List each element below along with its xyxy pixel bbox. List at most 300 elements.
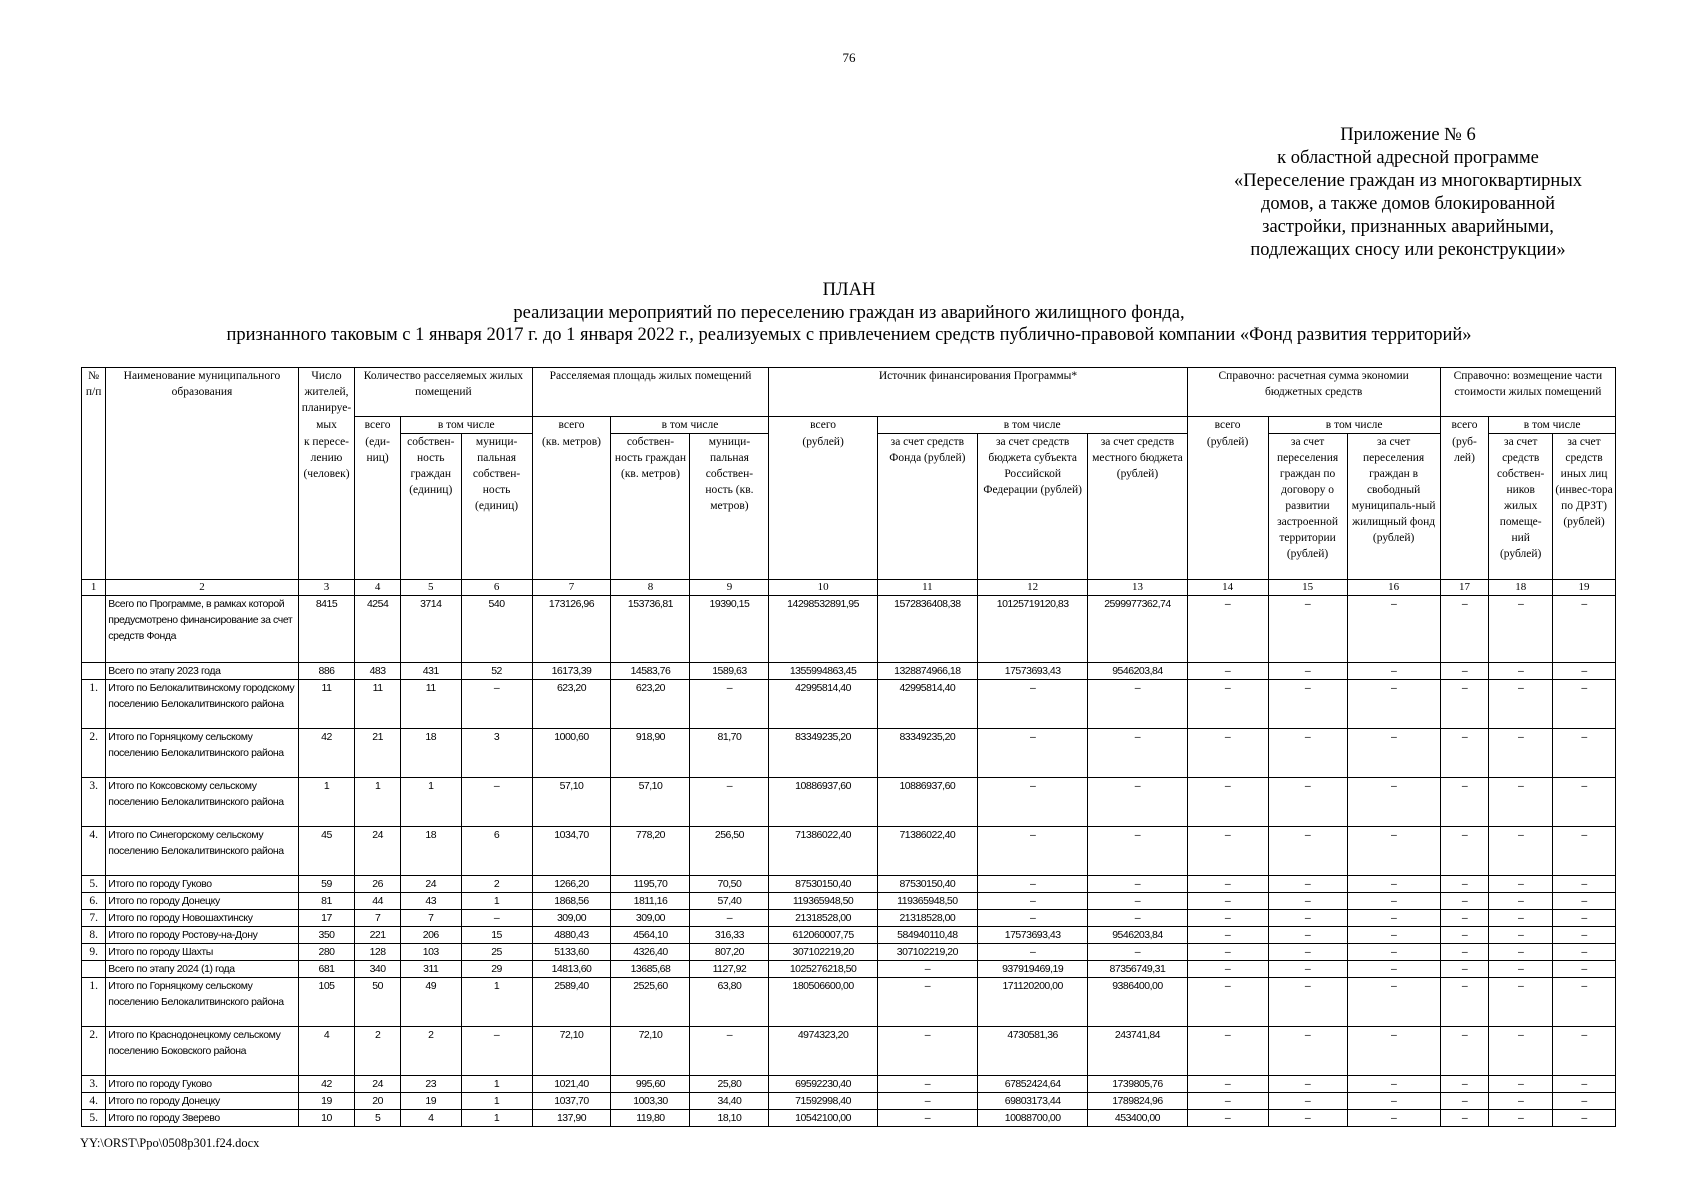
- value-cell: 1739805,76: [1088, 1076, 1187, 1093]
- value-cell: 1003,30: [611, 1093, 690, 1110]
- value-cell: –: [877, 1076, 977, 1093]
- value-cell: –: [690, 778, 769, 827]
- value-cell: 71386022,40: [769, 827, 877, 876]
- value-cell: 340: [355, 961, 401, 978]
- col-header-count: Количество расселяемых жилых помещений: [355, 368, 532, 417]
- value-cell: 23: [400, 1076, 461, 1093]
- value-cell: –: [1553, 1076, 1616, 1093]
- appendix-line: домов, а также домов блокированной: [1260, 194, 1556, 214]
- value-cell: 778,20: [611, 827, 690, 876]
- value-cell: –: [1347, 1093, 1440, 1110]
- col-header-total: всего: [769, 417, 877, 434]
- row-index-cell: 3.: [82, 778, 106, 827]
- value-cell: 69803173,44: [977, 1093, 1087, 1110]
- value-cell: 9546203,84: [1088, 663, 1187, 680]
- value-cell: 11: [400, 680, 461, 729]
- value-cell: –: [1440, 944, 1489, 961]
- value-cell: 886: [298, 663, 355, 680]
- value-cell: –: [1440, 1110, 1489, 1127]
- table-row: [82, 961, 1616, 978]
- value-cell: 350: [298, 927, 355, 944]
- value-cell: –: [1268, 893, 1347, 910]
- value-cell: –: [1553, 596, 1616, 663]
- value-cell: 483: [355, 663, 401, 680]
- value-cell: 316,33: [690, 927, 769, 944]
- value-cell: 69592230,40: [769, 1076, 877, 1093]
- value-cell: –: [1088, 778, 1187, 827]
- value-cell: 612060007,75: [769, 927, 877, 944]
- value-cell: 7: [355, 910, 401, 927]
- value-cell: 70,50: [690, 876, 769, 893]
- value-cell: 45: [298, 827, 355, 876]
- value-cell: –: [1553, 876, 1616, 893]
- value-cell: 10886937,60: [769, 778, 877, 827]
- value-cell: –: [877, 1093, 977, 1110]
- municipality-name-cell: Итого по городу Новошахтинску: [106, 910, 298, 927]
- column-number-cell: 5: [400, 580, 461, 596]
- value-cell: –: [1187, 1093, 1268, 1110]
- value-cell: –: [1347, 1076, 1440, 1093]
- table-row: [82, 978, 1616, 1027]
- value-cell: –: [1489, 596, 1553, 663]
- value-cell: –: [690, 1027, 769, 1076]
- value-cell: –: [1553, 1093, 1616, 1110]
- value-cell: –: [1088, 680, 1187, 729]
- value-cell: 2589,40: [532, 978, 611, 1027]
- value-cell: 20: [355, 1093, 401, 1110]
- col-header-finance: Источник финансирования Программы*: [769, 368, 1187, 417]
- value-cell: 5133,60: [532, 944, 611, 961]
- value-cell: 431: [400, 663, 461, 680]
- plan-subtitle-line-1: реализации мероприятий по переселению граждан из аварийного жилищного фонда,: [513, 303, 1185, 323]
- value-cell: 2: [355, 1027, 401, 1076]
- value-cell: 50: [355, 978, 401, 1027]
- value-cell: 57,40: [690, 893, 769, 910]
- value-cell: 4880,43: [532, 927, 611, 944]
- col-header-c18: за счет средств собствен-ников жилых помеще-ний (рублей): [1489, 434, 1553, 580]
- value-cell: 119365948,50: [769, 893, 877, 910]
- value-cell: 119365948,50: [877, 893, 977, 910]
- value-cell: –: [877, 961, 977, 978]
- value-cell: 180506600,00: [769, 978, 877, 1027]
- column-number-cell: 4: [355, 580, 401, 596]
- value-cell: –: [1347, 893, 1440, 910]
- table-row: [82, 778, 1616, 827]
- col-header-incl: в том числе: [1268, 417, 1440, 434]
- appendix-line: Приложение № 6: [1340, 125, 1476, 145]
- value-cell: –: [1489, 778, 1553, 827]
- col-header-c15: за счет переселения граждан по договору о развитии застроенной территории (рублей): [1268, 434, 1347, 580]
- value-cell: 43: [400, 893, 461, 910]
- col-header-c5: собствен-ность граждан (единиц): [400, 434, 461, 580]
- value-cell: –: [1440, 729, 1489, 778]
- value-cell: 26: [355, 876, 401, 893]
- value-cell: –: [1187, 961, 1268, 978]
- value-cell: 10088700,00: [977, 1110, 1087, 1127]
- value-cell: 103: [400, 944, 461, 961]
- row-index-cell: [82, 961, 106, 978]
- row-index-cell: 6.: [82, 893, 106, 910]
- value-cell: 7: [400, 910, 461, 927]
- value-cell: –: [1187, 893, 1268, 910]
- col-header-residents-mid: мых: [298, 417, 355, 434]
- value-cell: –: [1489, 1093, 1553, 1110]
- value-cell: 10: [298, 1110, 355, 1127]
- col-header-total: всего: [355, 417, 401, 434]
- value-cell: 311: [400, 961, 461, 978]
- col-header-total: всего: [1187, 417, 1268, 434]
- value-cell: –: [977, 680, 1087, 729]
- value-cell: 1127,92: [690, 961, 769, 978]
- row-index-cell: [82, 663, 106, 680]
- value-cell: –: [1268, 910, 1347, 927]
- value-cell: –: [461, 778, 532, 827]
- value-cell: –: [1489, 663, 1553, 680]
- column-number-cell: 7: [532, 580, 611, 596]
- municipality-name-cell: Итого по Горняцкому сельскому поселению Белокалитвинского района: [106, 729, 298, 778]
- value-cell: –: [1553, 910, 1616, 927]
- value-cell: 1: [298, 778, 355, 827]
- value-cell: 4730581,36: [977, 1027, 1087, 1076]
- col-header-area: Расселяемая площадь жилых помещений: [532, 368, 769, 417]
- value-cell: 584940110,48: [877, 927, 977, 944]
- value-cell: –: [1347, 778, 1440, 827]
- header-row-2: [82, 417, 1616, 434]
- value-cell: 24: [355, 827, 401, 876]
- value-cell: 1572836408,38: [877, 596, 977, 663]
- value-cell: 6: [461, 827, 532, 876]
- value-cell: 87530150,40: [769, 876, 877, 893]
- value-cell: 1025276218,50: [769, 961, 877, 978]
- value-cell: 34,40: [690, 1093, 769, 1110]
- value-cell: 4: [400, 1110, 461, 1127]
- value-cell: 18,10: [690, 1110, 769, 1127]
- value-cell: 2525,60: [611, 978, 690, 1027]
- column-number-cell: 14: [1187, 580, 1268, 596]
- value-cell: –: [977, 944, 1087, 961]
- value-cell: 623,20: [611, 680, 690, 729]
- value-cell: 153736,81: [611, 596, 690, 663]
- row-index-cell: 1.: [82, 680, 106, 729]
- table-row: [82, 827, 1616, 876]
- value-cell: 105: [298, 978, 355, 1027]
- value-cell: –: [1088, 944, 1187, 961]
- value-cell: 15: [461, 927, 532, 944]
- value-cell: 623,20: [532, 680, 611, 729]
- value-cell: –: [877, 978, 977, 1027]
- value-cell: –: [1440, 680, 1489, 729]
- value-cell: –: [1489, 961, 1553, 978]
- value-cell: 14813,60: [532, 961, 611, 978]
- value-cell: 25: [461, 944, 532, 961]
- column-number-cell: 2: [106, 580, 298, 596]
- value-cell: –: [1553, 961, 1616, 978]
- value-cell: –: [1553, 827, 1616, 876]
- value-cell: 87530150,40: [877, 876, 977, 893]
- value-cell: –: [1347, 1110, 1440, 1127]
- value-cell: –: [1187, 978, 1268, 1027]
- value-cell: 81: [298, 893, 355, 910]
- value-cell: 49: [400, 978, 461, 1027]
- value-cell: –: [1489, 1027, 1553, 1076]
- col-header-c7: (кв. метров): [532, 434, 611, 580]
- value-cell: –: [1268, 596, 1347, 663]
- value-cell: –: [877, 1110, 977, 1127]
- value-cell: –: [1553, 729, 1616, 778]
- value-cell: 1021,40: [532, 1076, 611, 1093]
- column-number-cell: 16: [1347, 580, 1440, 596]
- value-cell: 19: [400, 1093, 461, 1110]
- value-cell: 1: [355, 778, 401, 827]
- column-number-cell: 13: [1088, 580, 1187, 596]
- row-index-cell: 3.: [82, 1076, 106, 1093]
- value-cell: 18: [400, 827, 461, 876]
- value-cell: 307102219,20: [769, 944, 877, 961]
- value-cell: –: [1187, 1110, 1268, 1127]
- value-cell: 9386400,00: [1088, 978, 1187, 1027]
- value-cell: –: [1347, 927, 1440, 944]
- value-cell: –: [1187, 729, 1268, 778]
- column-number-cell: 8: [611, 580, 690, 596]
- value-cell: 540: [461, 596, 532, 663]
- value-cell: 256,50: [690, 827, 769, 876]
- row-index-cell: 7.: [82, 910, 106, 927]
- value-cell: –: [1268, 927, 1347, 944]
- municipality-name-cell: Итого по Краснодонецкому сельскому поселению Боковского района: [106, 1027, 298, 1076]
- column-number-cell: 17: [1440, 580, 1489, 596]
- municipality-name-cell: Итого по Белокалитвинскому городскому поселению Белокалитвинского района: [106, 680, 298, 729]
- value-cell: 14298532891,95: [769, 596, 877, 663]
- table-row: [82, 680, 1616, 729]
- value-cell: –: [1347, 944, 1440, 961]
- value-cell: 19: [298, 1093, 355, 1110]
- municipality-name-cell: Всего по Программе, в рамках которой предусмотрено финансирование за счет средств Фонда: [106, 596, 298, 663]
- value-cell: 10886937,60: [877, 778, 977, 827]
- value-cell: –: [690, 680, 769, 729]
- value-cell: –: [1088, 876, 1187, 893]
- col-header-c16: за счет переселения граждан в свободный муниципаль-ный жилищный фонд (рублей): [1347, 434, 1440, 580]
- appendix-block: [1198, 124, 1618, 262]
- value-cell: –: [1489, 910, 1553, 927]
- col-header-incl: в том числе: [877, 417, 1187, 434]
- table-row: [82, 893, 1616, 910]
- value-cell: 1: [461, 1110, 532, 1127]
- value-cell: –: [1489, 927, 1553, 944]
- value-cell: 10542100,00: [769, 1110, 877, 1127]
- value-cell: 1: [400, 778, 461, 827]
- column-number-cell: 12: [977, 580, 1087, 596]
- value-cell: 42995814,40: [769, 680, 877, 729]
- value-cell: –: [1440, 1076, 1489, 1093]
- plan-title: ПЛАН: [822, 280, 876, 300]
- footer-file-path: YY:\ORST\Ppo\0508p301.f24.docx: [80, 1136, 260, 1150]
- value-cell: 14583,76: [611, 663, 690, 680]
- value-cell: 63,80: [690, 978, 769, 1027]
- column-number-cell: 15: [1268, 580, 1347, 596]
- value-cell: –: [1187, 680, 1268, 729]
- value-cell: 2: [400, 1027, 461, 1076]
- value-cell: –: [1347, 729, 1440, 778]
- value-cell: –: [1553, 1027, 1616, 1076]
- value-cell: 206: [400, 927, 461, 944]
- col-header-total: всего: [1440, 417, 1489, 434]
- value-cell: 8415: [298, 596, 355, 663]
- value-cell: –: [1440, 596, 1489, 663]
- value-cell: 1589,63: [690, 663, 769, 680]
- value-cell: –: [977, 827, 1087, 876]
- column-number-cell: 10: [769, 580, 877, 596]
- value-cell: –: [1088, 827, 1187, 876]
- value-cell: 9546203,84: [1088, 927, 1187, 944]
- value-cell: –: [1489, 978, 1553, 1027]
- value-cell: –: [1553, 778, 1616, 827]
- value-cell: 1: [461, 893, 532, 910]
- col-header-c14: (рублей): [1187, 434, 1268, 580]
- col-header-num: № п/п: [82, 368, 106, 580]
- value-cell: 71592998,40: [769, 1093, 877, 1110]
- value-cell: –: [977, 893, 1087, 910]
- value-cell: 128: [355, 944, 401, 961]
- column-number-cell: 18: [1489, 580, 1553, 596]
- appendix-line: «Переселение граждан из многоквартирных: [1233, 171, 1583, 191]
- value-cell: 173126,96: [532, 596, 611, 663]
- value-cell: 11: [355, 680, 401, 729]
- value-cell: 44: [355, 893, 401, 910]
- column-number-cell: 3: [298, 580, 355, 596]
- value-cell: 71386022,40: [877, 827, 977, 876]
- table-row: [82, 1027, 1616, 1076]
- table-row: [82, 663, 1616, 680]
- value-cell: –: [1489, 1110, 1553, 1127]
- value-cell: 57,10: [611, 778, 690, 827]
- value-cell: 681: [298, 961, 355, 978]
- row-index-cell: 2.: [82, 729, 106, 778]
- row-index-cell: 4.: [82, 1093, 106, 1110]
- value-cell: –: [977, 778, 1087, 827]
- value-cell: 11: [298, 680, 355, 729]
- table-row: [82, 1110, 1616, 1127]
- value-cell: 1037,70: [532, 1093, 611, 1110]
- row-index-cell: 9.: [82, 944, 106, 961]
- value-cell: –: [1268, 978, 1347, 1027]
- value-cell: –: [1553, 663, 1616, 680]
- value-cell: 1034,70: [532, 827, 611, 876]
- value-cell: –: [461, 680, 532, 729]
- value-cell: 137,90: [532, 1110, 611, 1127]
- value-cell: 87356749,31: [1088, 961, 1187, 978]
- value-cell: 1000,60: [532, 729, 611, 778]
- value-cell: 807,20: [690, 944, 769, 961]
- value-cell: 42: [298, 729, 355, 778]
- value-cell: –: [1440, 961, 1489, 978]
- col-header-c10: (рублей): [769, 434, 877, 580]
- value-cell: –: [1268, 1110, 1347, 1127]
- value-cell: 17: [298, 910, 355, 927]
- value-cell: 19390,15: [690, 596, 769, 663]
- value-cell: –: [1268, 680, 1347, 729]
- col-header-c13: за счет средств местного бюджета (рублей): [1088, 434, 1187, 580]
- value-cell: 17573693,43: [977, 663, 1087, 680]
- value-cell: 2: [461, 876, 532, 893]
- value-cell: 67852424,64: [977, 1076, 1087, 1093]
- municipality-name-cell: Всего по этапу 2024 (1) года: [106, 961, 298, 978]
- value-cell: 52: [461, 663, 532, 680]
- value-cell: –: [1440, 1093, 1489, 1110]
- value-cell: 4564,10: [611, 927, 690, 944]
- value-cell: 16173,39: [532, 663, 611, 680]
- value-cell: –: [1489, 729, 1553, 778]
- value-cell: –: [1489, 1076, 1553, 1093]
- municipality-name-cell: Итого по городу Донецку: [106, 893, 298, 910]
- value-cell: –: [1347, 1027, 1440, 1076]
- col-header-c6: муници-пальная собствен-ность (единиц): [461, 434, 532, 580]
- value-cell: –: [1347, 910, 1440, 927]
- value-cell: –: [461, 910, 532, 927]
- value-cell: –: [461, 1027, 532, 1076]
- column-number-cell: 11: [877, 580, 977, 596]
- value-cell: 1195,70: [611, 876, 690, 893]
- value-cell: –: [1187, 778, 1268, 827]
- table-row: [82, 729, 1616, 778]
- municipality-name-cell: Итого по городу Донецку: [106, 1093, 298, 1110]
- value-cell: 1: [461, 1093, 532, 1110]
- table-row: [82, 1093, 1616, 1110]
- value-cell: 21: [355, 729, 401, 778]
- row-index-cell: 8.: [82, 927, 106, 944]
- value-cell: 18: [400, 729, 461, 778]
- col-header-refund: Справочно: возмещение части стоимости жилых помещений: [1440, 368, 1615, 417]
- value-cell: –: [977, 876, 1087, 893]
- column-number-cell: 1: [82, 580, 106, 596]
- value-cell: –: [1440, 876, 1489, 893]
- value-cell: 171120200,00: [977, 978, 1087, 1027]
- value-cell: 4: [298, 1027, 355, 1076]
- value-cell: –: [1440, 1027, 1489, 1076]
- header-row-1: [82, 368, 1616, 417]
- value-cell: –: [1088, 910, 1187, 927]
- value-cell: –: [1268, 1093, 1347, 1110]
- value-cell: –: [1187, 1027, 1268, 1076]
- value-cell: –: [1489, 827, 1553, 876]
- value-cell: –: [1440, 893, 1489, 910]
- value-cell: –: [1187, 944, 1268, 961]
- table-row: [82, 1076, 1616, 1093]
- column-number-row: [82, 580, 1616, 596]
- municipality-name-cell: Итого по Горняцкому сельскому поселению Белокалитвинского района: [106, 978, 298, 1027]
- municipality-name-cell: Итого по городу Шахты: [106, 944, 298, 961]
- appendix-line: застройки, признанных аварийными,: [1262, 217, 1554, 237]
- value-cell: 24: [400, 876, 461, 893]
- value-cell: –: [1268, 876, 1347, 893]
- value-cell: 3714: [400, 596, 461, 663]
- value-cell: 2599977362,74: [1088, 596, 1187, 663]
- value-cell: –: [1268, 663, 1347, 680]
- value-cell: –: [1440, 978, 1489, 1027]
- col-header-c12: за счет средств бюджета субъекта Российской Федерации (рублей): [977, 434, 1087, 580]
- value-cell: 1355994863,45: [769, 663, 877, 680]
- value-cell: –: [877, 1027, 977, 1076]
- column-number-cell: 6: [461, 580, 532, 596]
- value-cell: 21318528,00: [877, 910, 977, 927]
- col-header-residents-bottom: к пересе-лению (человек): [298, 434, 355, 580]
- value-cell: 307102219,20: [877, 944, 977, 961]
- value-cell: –: [1553, 944, 1616, 961]
- column-number-cell: 19: [1553, 580, 1616, 596]
- value-cell: –: [977, 910, 1087, 927]
- value-cell: 937919469,19: [977, 961, 1087, 978]
- value-cell: 309,00: [532, 910, 611, 927]
- value-cell: –: [1489, 876, 1553, 893]
